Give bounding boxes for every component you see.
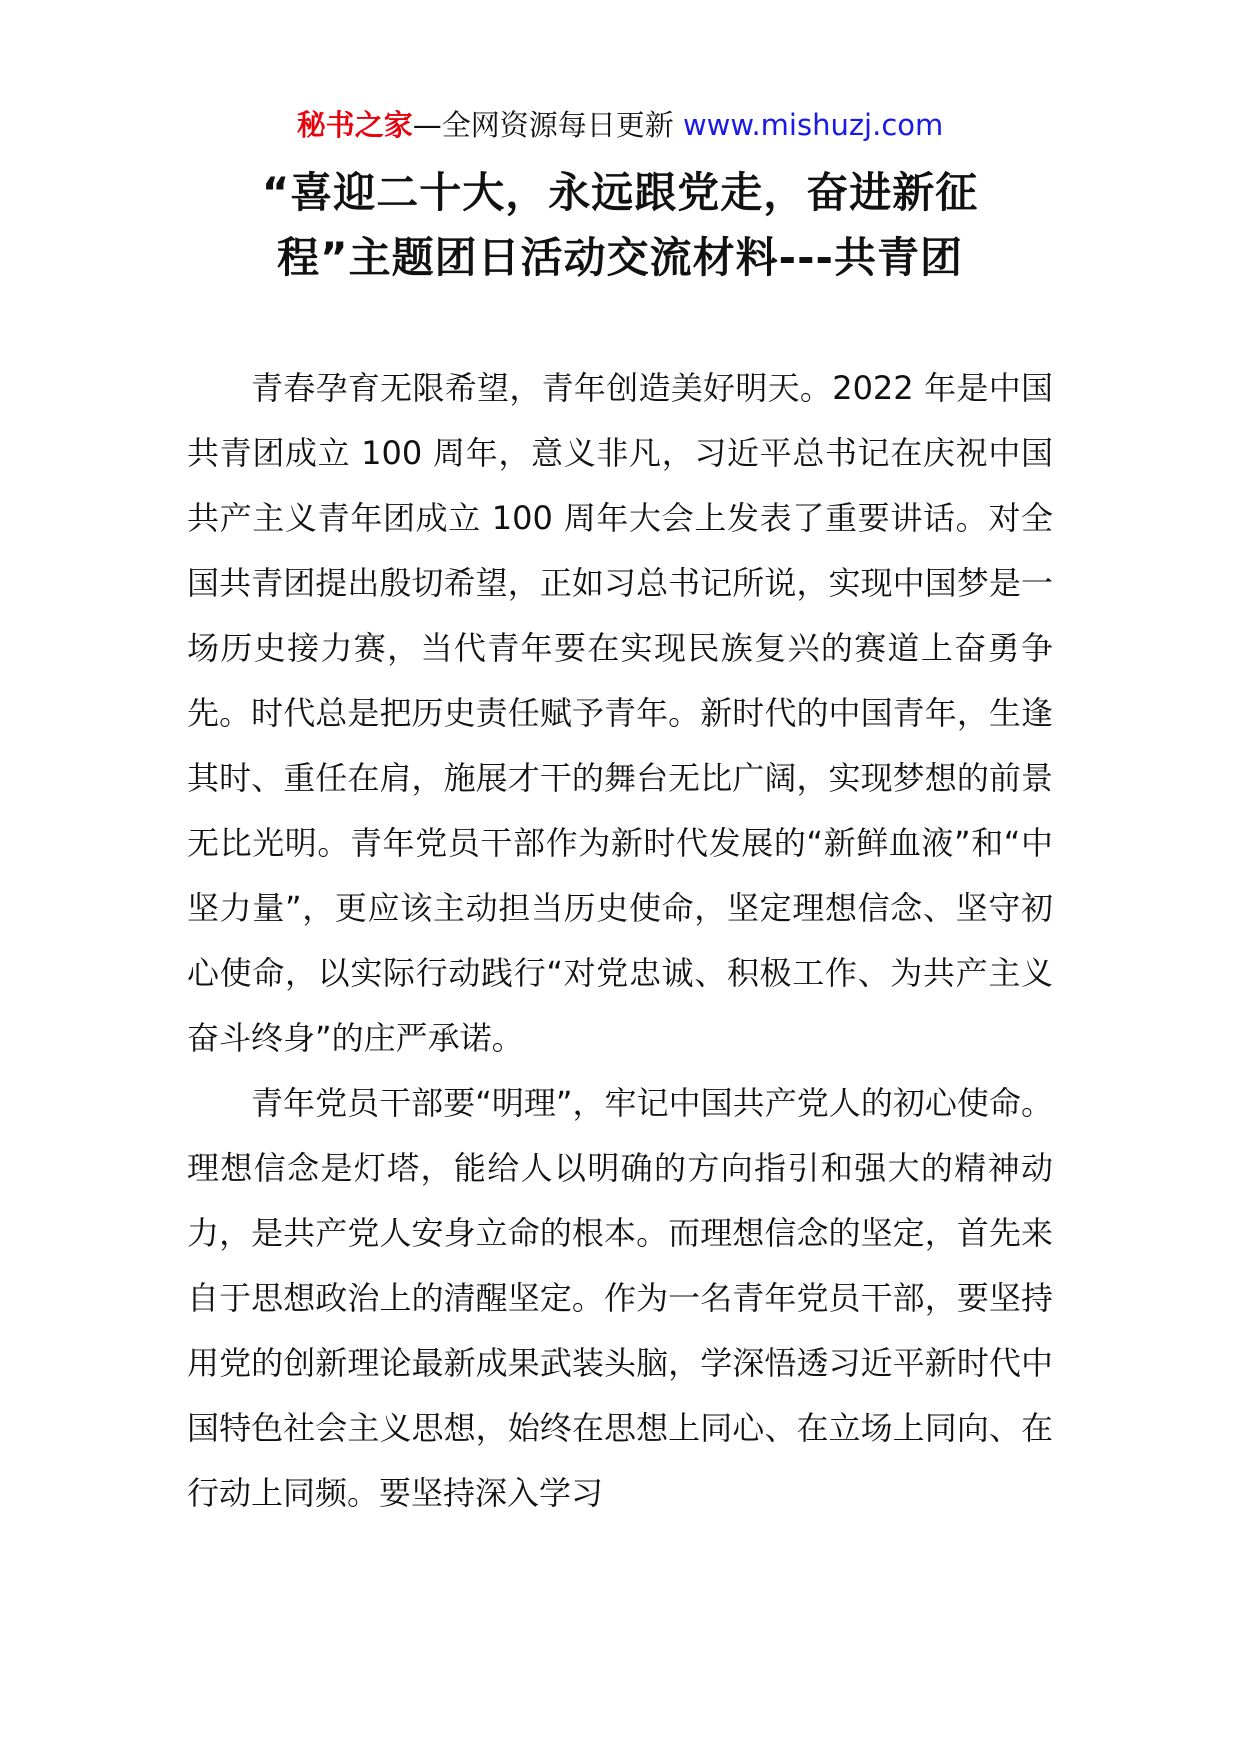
site-header: [0, 100, 1240, 150]
title-line-2: 程”主题团日活动交流材料---共青团: [277, 233, 963, 282]
brand-name: 秘书之家: [296, 108, 413, 142]
header-tagline: —全网资源每日更新: [412, 108, 683, 142]
paragraph-2: 青年党员干部要“明理”，牢记中国共产党人的初心使命。理想信念是灯塔，能给人以明确的方向指引和强大的精神动力，是共产党人安身立命的根本。而理想信念的坚定，首先来自于思想政治上的清醒坚定。作为一名青年党员干部，要坚持用党的创新理论最新成果武装头脑，学深悟透习近平新时代中国特色社会主义思想，始终在思想上同心、在立场上同向、在行动上同频。要坚持深入学习: [187, 1084, 1053, 1512]
document-body: [187, 356, 1053, 1526]
title-line-1: “喜迎二十大，永远跟党走，奋进新征: [261, 168, 979, 217]
document-title: [150, 160, 1090, 290]
paragraph-1: 青春孕育无限希望，青年创造美好明天。2022 年是中国共青团成立 100 周年，意义非凡，习近平总书记在庆祝中国共产主义青年团成立 100 周年大会上发表了重要讲话。对全国共青团提出殷切希望，正如习总书记所说，实现中国梦是一场历史接力赛，当代青年要在实现民族复兴的赛道上奋勇争先。时代总是把历史责任赋予青年。新时代的中国青年，生逢其时、重任在肩，施展才干的舞台无比广阔，实现梦想的前景无比光明。青年党员干部作为新时代发展的“新鲜血液”和“中坚力量”，更应该主动担当历史使命，坚定理想信念、坚守初心使命，以实际行动践行“对党忠诚、积极工作、为共产主义奋斗终身”的庄严承诺。: [187, 369, 1053, 1057]
site-url-link[interactable]: www.mishuzj.com: [682, 108, 944, 142]
